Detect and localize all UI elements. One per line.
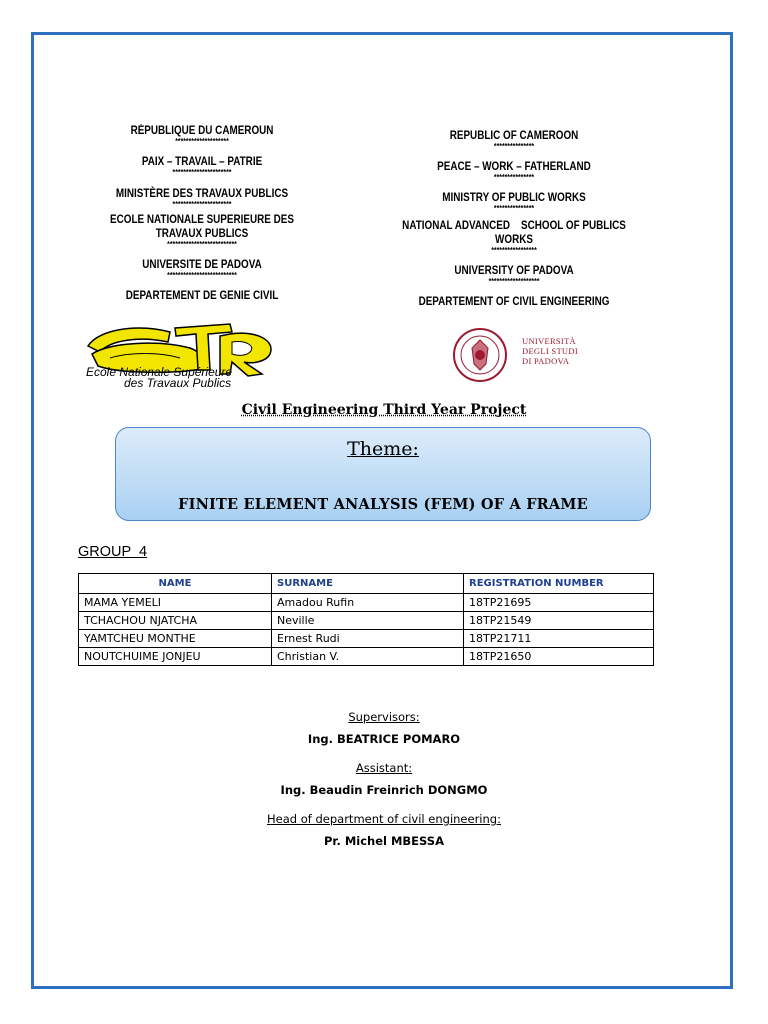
column-header-name: NAME	[79, 574, 272, 594]
fr-department: DEPARTEMENT DE GENIE CIVIL	[125, 290, 279, 302]
cell-surname: Ernest Rudi	[272, 630, 464, 648]
cell-registration: 18TP21695	[464, 594, 654, 612]
cell-registration: 18TP21549	[464, 612, 654, 630]
fr-ministry: MINISTÈRE DES TRAVAUX PUBLICS **********************	[115, 188, 289, 209]
credits	[0, 709, 768, 862]
assistant-label: Assistant:	[355, 761, 413, 775]
cell-name: NOUTCHUIME JONJEU	[79, 648, 272, 666]
english-header	[400, 124, 627, 309]
head-of-department-name: Pr. Michel MBESSA	[324, 834, 444, 848]
cell-surname: Neville	[272, 612, 464, 630]
en-republic: REPUBLIC OF CAMEROON ***************	[449, 130, 579, 151]
cell-surname: Christian V.	[272, 648, 464, 666]
en-university: UNIVERSITY OF PADOVA *******************	[454, 265, 574, 286]
cell-registration: 18TP21711	[464, 630, 654, 648]
theme-box	[115, 427, 651, 521]
table-header-row	[79, 574, 654, 594]
table-row	[79, 648, 654, 666]
cell-surname: Amadou Rufin	[272, 594, 464, 612]
members-table	[78, 573, 654, 666]
cell-registration: 18TP21650	[464, 648, 654, 666]
fr-republic: RÉPUBLIQUE DU CAMEROUN ********************	[130, 125, 274, 146]
head-of-department-label: Head of department of civil engineering:	[267, 812, 501, 826]
column-header-surname: SURNAME	[272, 574, 464, 594]
unipd-logo-text: UNIVERSITÀ DEGLI STUDI DI PADOVA	[522, 336, 578, 366]
en-motto: PEACE – WORK – FATHERLAND ***************	[437, 161, 591, 182]
enstp-logo-text-line1: Ecole Nationale Supérieure	[86, 365, 233, 379]
fr-school: ECOLE NATIONALE SUPERIEURE DES TRAVAUX PUBLICS **************************	[110, 214, 294, 249]
table-row	[79, 612, 654, 630]
cell-name: YAMTCHEU MONTHE	[79, 630, 272, 648]
supervisor-name: Ing. BEATRICE POMARO	[307, 732, 461, 746]
group-label: GROUP 4	[78, 544, 148, 560]
cell-name: MAMA YEMELI	[79, 594, 272, 612]
fr-motto: PAIX – TRAVAIL – PATRIE **********************	[141, 156, 263, 177]
en-school: NATIONAL ADVANCED SCHOOL OF PUBLICS WORKS *****************	[402, 220, 626, 255]
project-title: Civil Engineering Third Year Project	[241, 402, 527, 418]
theme-title: FINITE ELEMENT ANALYSIS (FEM) OF A FRAME	[178, 496, 588, 513]
column-header-registration: REGISTRATION NUMBER	[464, 574, 654, 594]
supervisors-label: Supervisors:	[348, 710, 420, 724]
en-department: DEPARTEMENT OF CIVIL ENGINEERING	[418, 296, 610, 308]
fr-university: UNIVERSITE DE PADOVA **************************	[142, 259, 262, 280]
table-row	[79, 594, 654, 612]
cell-name: TCHACHOU NJATCHA	[79, 612, 272, 630]
theme-label: Theme:	[347, 438, 419, 460]
enstp-logo	[80, 318, 280, 390]
enstp-logo-text-line2: des Travaux Publics	[124, 376, 232, 390]
en-ministry: MINISTRY OF PUBLIC WORKS ***************	[442, 192, 586, 213]
assistant-name: Ing. Beaudin Freinrich DONGMO	[280, 783, 488, 797]
table-row	[79, 630, 654, 648]
french-header	[104, 124, 300, 303]
